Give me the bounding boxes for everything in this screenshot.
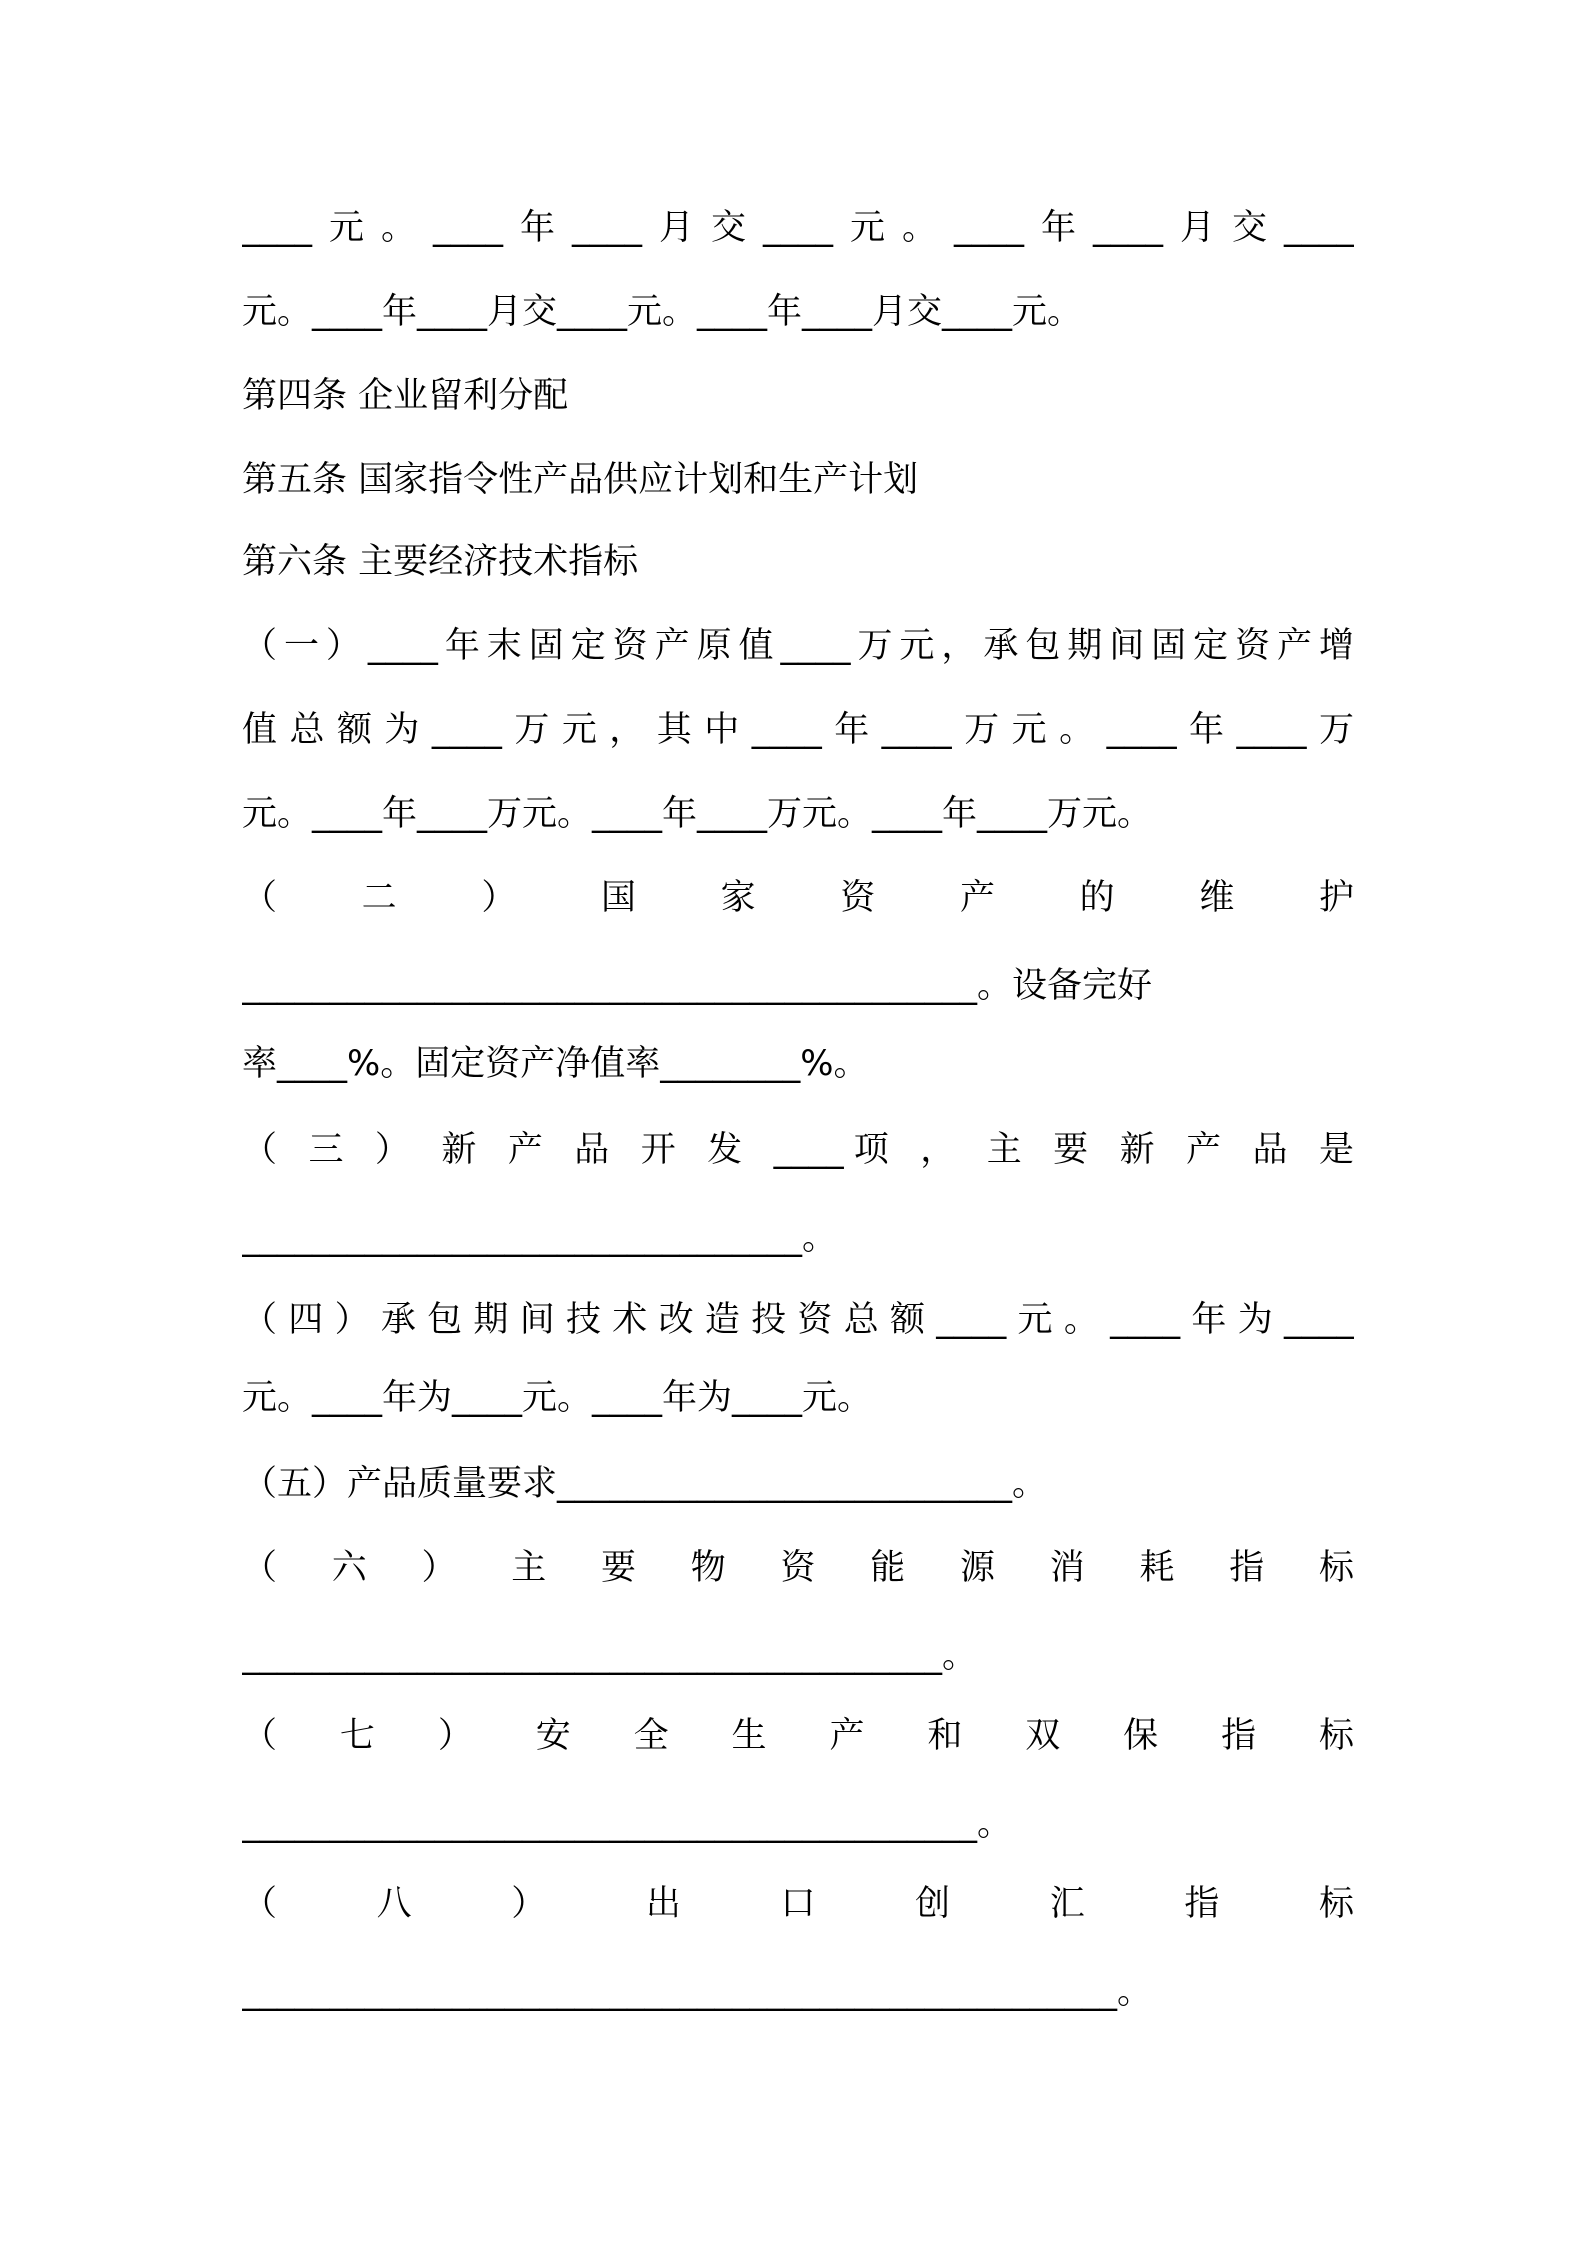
item-8-line-2: __________________________________________________。 — [242, 1972, 1153, 2012]
text-line-payment-schedule-1: ____元。____年____月交____元。____年____月交____ — [242, 208, 1354, 248]
text-line-payment-schedule-2: 元。____年____月交____元。____年____月交____元。 — [242, 292, 1083, 332]
item-4-line-1: （四）承包期间技术改造投资总额____元。____年为____ — [242, 1300, 1354, 1340]
article-4-heading: 第四条 企业留利分配 — [242, 376, 569, 416]
item-1-line-1: （一）____年末固定资产原值____万元，承包期间固定资产增 — [242, 626, 1354, 666]
item-3-heading: （ 三 ） 新 产 品 开 发 ____项 ， 主 要 新 产 品 是 — [242, 1130, 1354, 1170]
item-1-line-3: 元。____年____万元。____年____万元。____年____万元。 — [242, 794, 1153, 834]
article-6-heading: 第六条 主要经济技术指标 — [242, 542, 639, 582]
item-8-heading: （ 八 ） 出 口 创 汇 指 标 — [242, 1884, 1354, 1924]
item-4-line-2: 元。____年为____元。____年为____元。 — [242, 1378, 873, 1418]
item-6-heading: （ 六 ） 主 要 物 资 能 源 消 耗 指 标 — [242, 1548, 1354, 1588]
item-6-line-2: ________________________________________。 — [242, 1636, 978, 1676]
item-2-line-2: __________________________________________。设备完好 — [242, 966, 1153, 1006]
item-7-line-2: __________________________________________。 — [242, 1804, 1013, 1844]
item-3-line-2: ________________________________。 — [242, 1218, 838, 1258]
item-1-line-2: 值总额为____万元，其中____年____万元。____年____万 — [242, 710, 1354, 750]
item-5-line: （五）产品质量要求__________________________。 — [242, 1464, 1048, 1504]
item-7-heading: （ 七 ） 安 全 生 产 和 双 保 指 标 — [242, 1716, 1354, 1756]
item-2-line-3: 率____%。固定资产净值率________%。 — [242, 1044, 869, 1084]
item-2-heading: （ 二 ） 国 家 资 产 的 维 护 — [242, 878, 1354, 918]
article-5-heading: 第五条 国家指令性产品供应计划和生产计划 — [242, 460, 919, 500]
